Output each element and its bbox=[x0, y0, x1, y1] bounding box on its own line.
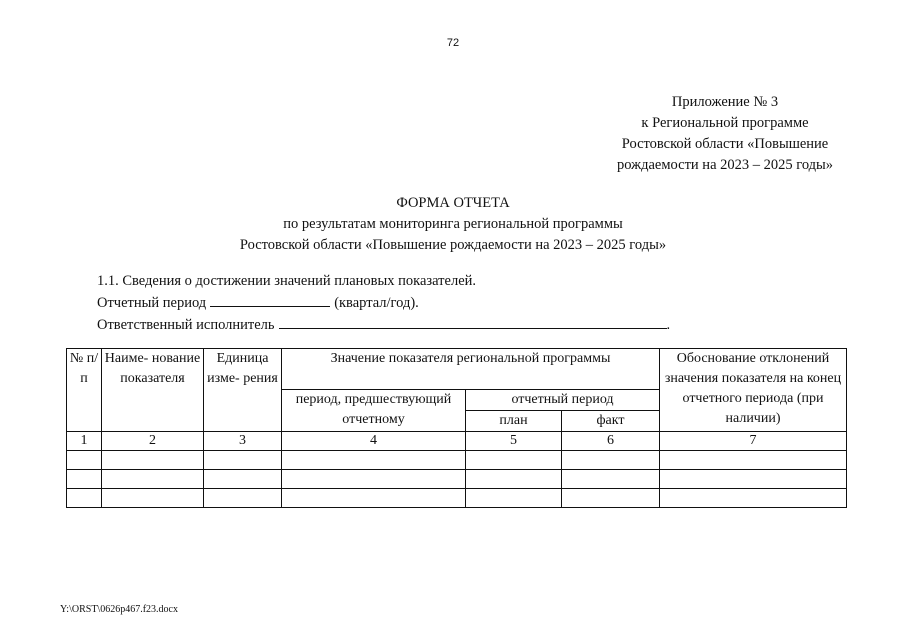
appendix-line: рождаемости на 2023 – 2025 годы» bbox=[616, 157, 834, 173]
header-justification: Обоснование отклонений значения показателя на конец отчетного периода (при наличии) bbox=[660, 349, 847, 432]
header-plan: план bbox=[466, 411, 562, 432]
column-number: 1 bbox=[67, 432, 102, 451]
table-row bbox=[67, 489, 847, 508]
form-title-block bbox=[0, 193, 906, 256]
period-suffix: (квартал/год). bbox=[334, 295, 419, 311]
table-cell bbox=[102, 489, 204, 508]
table-cell bbox=[466, 470, 562, 489]
table-cell bbox=[67, 451, 102, 470]
form-subtitle-line: по результатам мониторинга региональной программы bbox=[283, 216, 623, 232]
column-number-row bbox=[67, 432, 847, 451]
period-label: Отчетный период bbox=[97, 295, 207, 311]
page-number: 72 bbox=[446, 37, 460, 49]
period-blank bbox=[210, 292, 330, 307]
header-report-period: отчетный период bbox=[466, 390, 660, 411]
table-cell bbox=[67, 489, 102, 508]
header-name: Наиме- нование показателя bbox=[102, 349, 204, 432]
header-prev-period: период, предшествующий отчетному bbox=[282, 390, 466, 432]
column-number: 5 bbox=[466, 432, 562, 451]
executor-blank bbox=[279, 314, 667, 329]
executor-suffix: . bbox=[666, 317, 671, 333]
meta-block bbox=[97, 271, 670, 336]
table-cell bbox=[282, 451, 466, 470]
table-cell bbox=[466, 489, 562, 508]
table-cell bbox=[282, 489, 466, 508]
period-line bbox=[97, 292, 670, 314]
table-header-row bbox=[67, 349, 847, 390]
form-title: ФОРМА ОТЧЕТА bbox=[396, 195, 510, 211]
table-cell bbox=[660, 451, 847, 470]
section-heading: 1.1. Сведения о достижении значений плановых показателей. bbox=[97, 273, 477, 289]
column-number: 3 bbox=[204, 432, 282, 451]
table-cell bbox=[204, 489, 282, 508]
table-cell bbox=[67, 470, 102, 489]
table-cell bbox=[204, 470, 282, 489]
table-cell bbox=[562, 451, 660, 470]
column-number: 2 bbox=[102, 432, 204, 451]
table-cell bbox=[204, 451, 282, 470]
table-cell bbox=[282, 470, 466, 489]
table-cell bbox=[466, 451, 562, 470]
table-cell bbox=[102, 451, 204, 470]
table-cell bbox=[562, 489, 660, 508]
column-number: 6 bbox=[562, 432, 660, 451]
appendix-line: Приложение № 3 bbox=[671, 94, 779, 110]
header-num: № п/п bbox=[67, 349, 102, 432]
form-subtitle-line: Ростовской области «Повышение рождаемости на 2023 – 2025 годы» bbox=[239, 237, 667, 253]
column-number: 7 bbox=[660, 432, 847, 451]
table-cell bbox=[562, 470, 660, 489]
header-value-group: Значение показателя региональной программы bbox=[282, 349, 660, 390]
header-unit: Единица изме- рения bbox=[204, 349, 282, 432]
table-row bbox=[67, 470, 847, 489]
table-row bbox=[67, 451, 847, 470]
appendix-line: к Региональной программе bbox=[641, 115, 809, 131]
report-table bbox=[66, 348, 847, 508]
file-path-footer: Y:\ORST\0626p467.f23.docx bbox=[60, 604, 178, 615]
table-cell bbox=[660, 489, 847, 508]
appendix-line: Ростовской области «Повышение bbox=[621, 136, 829, 152]
executor-line bbox=[97, 314, 670, 336]
table-cell bbox=[102, 470, 204, 489]
header-fact: факт bbox=[562, 411, 660, 432]
executor-label: Ответственный исполнитель bbox=[97, 317, 275, 333]
column-number: 4 bbox=[282, 432, 466, 451]
table-cell bbox=[660, 470, 847, 489]
appendix-block bbox=[560, 92, 890, 176]
